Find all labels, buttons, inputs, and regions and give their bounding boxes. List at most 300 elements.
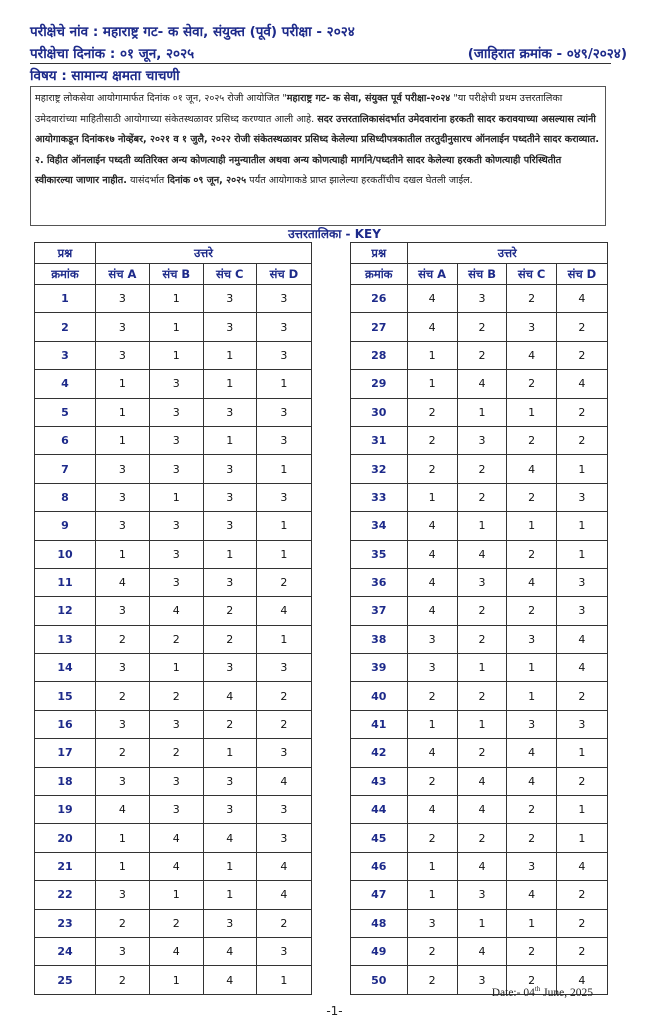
answer-key-title: उत्तरतालिका - KEY xyxy=(288,227,381,241)
answer-cell: 4 xyxy=(95,796,149,824)
answer-cell: 1 xyxy=(556,455,607,483)
answer-cell: 2 xyxy=(407,824,457,852)
answer-cell: 3 xyxy=(256,483,311,511)
answer-cell: 3 xyxy=(507,852,556,880)
notice-paragraph-2 xyxy=(35,151,601,192)
answer-key-table-left xyxy=(34,242,312,995)
answer-cell: 4 xyxy=(149,824,203,852)
answer-cell: 1 xyxy=(95,852,149,880)
answer-cell: 1 xyxy=(507,909,556,937)
answer-cell: 3 xyxy=(256,654,311,682)
answer-cell: 3 xyxy=(95,937,149,965)
answer-cell: 2 xyxy=(407,767,457,795)
answer-row xyxy=(35,654,312,682)
answer-cell: 2 xyxy=(407,937,457,965)
question-number: 34 xyxy=(351,512,408,540)
answer-cell: 4 xyxy=(507,341,556,369)
question-number: 38 xyxy=(351,625,408,653)
answer-cell: 1 xyxy=(407,881,457,909)
notice-text: पर्यंत आयोगाकडे प्राप्त झालेल्या हरकतींचीच दखल घेतली जाईल. xyxy=(246,175,473,186)
answer-cell: 3 xyxy=(556,483,607,511)
answer-cell: 4 xyxy=(407,796,457,824)
set-header: संच B xyxy=(457,264,507,285)
answer-cell: 1 xyxy=(256,625,311,653)
question-number: 32 xyxy=(351,455,408,483)
question-number: 22 xyxy=(35,881,96,909)
answer-cell: 3 xyxy=(149,455,203,483)
answer-cell: 1 xyxy=(556,824,607,852)
answer-cell: 3 xyxy=(203,285,256,313)
answer-cell: 3 xyxy=(149,512,203,540)
answer-cell: 1 xyxy=(149,654,203,682)
answer-cell: 1 xyxy=(407,483,457,511)
answer-cell: 4 xyxy=(149,852,203,880)
answer-cell: 1 xyxy=(149,341,203,369)
answer-cell: 1 xyxy=(407,710,457,738)
answer-cell: 2 xyxy=(507,824,556,852)
answer-row xyxy=(35,455,312,483)
question-number-header: क्रमांक xyxy=(351,264,408,285)
answer-cell: 2 xyxy=(507,966,556,994)
answer-cell: 1 xyxy=(95,426,149,454)
answer-cell: 1 xyxy=(149,483,203,511)
answer-cell: 3 xyxy=(256,937,311,965)
answer-row xyxy=(351,625,608,653)
question-number: 9 xyxy=(35,512,96,540)
answer-cell: 4 xyxy=(507,881,556,909)
page-number: -1- xyxy=(326,1004,343,1018)
answer-row xyxy=(35,625,312,653)
answer-row xyxy=(35,313,312,341)
answer-cell: 1 xyxy=(149,881,203,909)
answer-cell: 3 xyxy=(407,909,457,937)
answer-cell: 1 xyxy=(556,796,607,824)
date-text: June, 2025 xyxy=(540,986,593,999)
answer-cell: 2 xyxy=(95,625,149,653)
set-header: संच A xyxy=(407,264,457,285)
answer-cell: 4 xyxy=(256,597,311,625)
answer-row xyxy=(35,540,312,568)
answer-cell: 2 xyxy=(556,313,607,341)
answer-cell: 1 xyxy=(256,455,311,483)
answer-row xyxy=(351,483,608,511)
question-number: 42 xyxy=(351,739,408,767)
question-number: 1 xyxy=(35,285,96,313)
answer-cell: 4 xyxy=(407,285,457,313)
answer-cell: 1 xyxy=(95,824,149,852)
answer-cell: 2 xyxy=(407,966,457,994)
answer-cell: 1 xyxy=(457,654,507,682)
answer-cell: 2 xyxy=(407,455,457,483)
answer-row xyxy=(35,710,312,738)
answer-cell: 4 xyxy=(203,966,256,994)
subject-line: विषय : सामान्य क्षमता चाचणी xyxy=(30,68,180,84)
answer-cell: 2 xyxy=(507,426,556,454)
answer-cell: 2 xyxy=(507,370,556,398)
answer-cell: 2 xyxy=(507,796,556,824)
question-header: प्रश्न xyxy=(35,243,96,264)
question-number: 29 xyxy=(351,370,408,398)
notice-text: यासंदर्भात xyxy=(126,175,168,186)
answer-cell: 1 xyxy=(507,512,556,540)
answer-cell: 3 xyxy=(149,767,203,795)
answer-cell: 4 xyxy=(256,881,311,909)
answer-cell: 2 xyxy=(556,341,607,369)
answer-cell: 2 xyxy=(95,909,149,937)
answer-cell: 2 xyxy=(457,455,507,483)
answer-cell: 1 xyxy=(203,540,256,568)
answer-cell: 4 xyxy=(556,370,607,398)
answer-cell: 1 xyxy=(256,540,311,568)
question-number: 30 xyxy=(351,398,408,426)
answer-cell: 4 xyxy=(256,767,311,795)
answer-cell: 2 xyxy=(507,937,556,965)
notice-text: महाराष्ट्र लोकसेवा आयोगामार्फत दिनांक ०१ जून, २०२५ रोजी आयोजित " xyxy=(35,93,287,104)
question-number: 47 xyxy=(351,881,408,909)
exam-date: परीक्षेचा दिनांक : ०१ जून, २०२५ xyxy=(30,46,195,62)
answer-cell: 2 xyxy=(149,625,203,653)
answer-row xyxy=(351,654,608,682)
answer-cell: 4 xyxy=(556,625,607,653)
answer-cell: 3 xyxy=(203,512,256,540)
answer-cell: 4 xyxy=(256,852,311,880)
answer-cell: 2 xyxy=(556,881,607,909)
question-number: 17 xyxy=(35,739,96,767)
issue-date xyxy=(492,985,593,999)
answer-cell: 3 xyxy=(203,313,256,341)
question-number: 19 xyxy=(35,796,96,824)
answer-cell: 3 xyxy=(149,370,203,398)
answer-cell: 2 xyxy=(149,739,203,767)
header-divider xyxy=(30,63,611,64)
answer-cell: 3 xyxy=(203,455,256,483)
answer-cell: 4 xyxy=(203,824,256,852)
question-number-header: क्रमांक xyxy=(35,264,96,285)
answer-cell: 2 xyxy=(407,682,457,710)
question-number: 39 xyxy=(351,654,408,682)
question-number: 48 xyxy=(351,909,408,937)
answer-cell: 1 xyxy=(457,909,507,937)
answer-cell: 2 xyxy=(256,568,311,596)
answer-cell: 1 xyxy=(203,852,256,880)
answer-cell: 3 xyxy=(203,483,256,511)
answer-row xyxy=(351,597,608,625)
answer-cell: 2 xyxy=(556,937,607,965)
answer-cell: 1 xyxy=(507,654,556,682)
answer-cell: 3 xyxy=(149,710,203,738)
notice-deadline: दिनांक ०९ जून, २०२५ xyxy=(167,175,247,186)
answers-header: उत्तरे xyxy=(407,243,607,264)
answer-cell: 3 xyxy=(457,568,507,596)
answer-cell: 3 xyxy=(95,512,149,540)
answer-cell: 3 xyxy=(457,285,507,313)
answer-cell: 3 xyxy=(203,909,256,937)
answer-cell: 4 xyxy=(457,937,507,965)
exam-name: परीक्षेचे नांव : महाराष्ट्र गट- क सेवा, संयुक्त (पूर्व) परीक्षा - २०२४ xyxy=(30,24,355,40)
answer-cell: 3 xyxy=(256,824,311,852)
answer-cell: 2 xyxy=(507,597,556,625)
answer-cell: 3 xyxy=(95,597,149,625)
answer-cell: 3 xyxy=(203,796,256,824)
answer-cell: 4 xyxy=(556,852,607,880)
answer-cell: 4 xyxy=(95,568,149,596)
answer-row xyxy=(35,909,312,937)
date-text: Date:- 04 xyxy=(491,986,535,999)
answer-row xyxy=(35,568,312,596)
question-number: 11 xyxy=(35,568,96,596)
answer-cell: 2 xyxy=(457,625,507,653)
answer-cell: 1 xyxy=(203,341,256,369)
answer-cell: 1 xyxy=(407,341,457,369)
answer-row xyxy=(351,767,608,795)
answer-cell: 3 xyxy=(256,285,311,313)
answer-cell: 3 xyxy=(95,483,149,511)
answer-cell: 3 xyxy=(203,568,256,596)
set-header: संच A xyxy=(95,264,149,285)
answer-cell: 2 xyxy=(457,682,507,710)
answer-cell: 2 xyxy=(256,710,311,738)
answer-row xyxy=(35,512,312,540)
question-number: 20 xyxy=(35,824,96,852)
set-header: संच D xyxy=(556,264,607,285)
answer-cell: 4 xyxy=(457,370,507,398)
answer-row xyxy=(351,739,608,767)
answer-row xyxy=(351,512,608,540)
answer-cell: 1 xyxy=(407,370,457,398)
question-number: 46 xyxy=(351,852,408,880)
answer-cell: 2 xyxy=(556,909,607,937)
question-number: 26 xyxy=(351,285,408,313)
answer-cell: 2 xyxy=(203,597,256,625)
answer-cell: 3 xyxy=(95,455,149,483)
answer-cell: 2 xyxy=(556,398,607,426)
answer-cell: 1 xyxy=(256,370,311,398)
answer-cell: 2 xyxy=(457,739,507,767)
set-header: संच B xyxy=(149,264,203,285)
answer-cell: 3 xyxy=(95,285,149,313)
answer-row xyxy=(35,796,312,824)
answer-row xyxy=(35,682,312,710)
answer-cell: 2 xyxy=(457,483,507,511)
answer-cell: 1 xyxy=(203,739,256,767)
answer-cell: 4 xyxy=(407,568,457,596)
answer-row xyxy=(351,909,608,937)
answer-cell: 2 xyxy=(556,426,607,454)
answer-cell: 4 xyxy=(407,739,457,767)
answer-row xyxy=(35,483,312,511)
question-number: 7 xyxy=(35,455,96,483)
answer-cell: 4 xyxy=(149,597,203,625)
answer-row xyxy=(35,881,312,909)
question-number: 41 xyxy=(351,710,408,738)
answer-cell: 2 xyxy=(256,682,311,710)
answer-cell: 2 xyxy=(457,313,507,341)
answer-row xyxy=(351,341,608,369)
question-number: 14 xyxy=(35,654,96,682)
answer-cell: 3 xyxy=(95,654,149,682)
answer-row xyxy=(351,824,608,852)
answer-row xyxy=(351,852,608,880)
answer-cell: 4 xyxy=(457,796,507,824)
answer-cell: 4 xyxy=(149,937,203,965)
answer-cell: 3 xyxy=(149,796,203,824)
question-number: 36 xyxy=(351,568,408,596)
question-number: 49 xyxy=(351,937,408,965)
answer-cell: 4 xyxy=(457,852,507,880)
answer-cell: 3 xyxy=(95,767,149,795)
answer-cell: 3 xyxy=(203,767,256,795)
answer-cell: 3 xyxy=(457,966,507,994)
answer-row xyxy=(35,398,312,426)
answer-cell: 2 xyxy=(203,710,256,738)
answer-cell: 4 xyxy=(556,654,607,682)
question-number: 3 xyxy=(35,341,96,369)
answer-cell: 4 xyxy=(556,285,607,313)
answer-cell: 3 xyxy=(95,881,149,909)
answer-cell: 1 xyxy=(507,398,556,426)
answer-row xyxy=(351,796,608,824)
answer-cell: 1 xyxy=(256,512,311,540)
answer-cell: 1 xyxy=(203,370,256,398)
answer-cell: 1 xyxy=(457,710,507,738)
answer-cell: 3 xyxy=(95,710,149,738)
answer-cell: 2 xyxy=(457,824,507,852)
answer-row xyxy=(35,341,312,369)
question-number: 44 xyxy=(351,796,408,824)
question-number: 25 xyxy=(35,966,96,994)
answer-cell: 1 xyxy=(556,540,607,568)
answer-cell: 2 xyxy=(407,426,457,454)
answer-cell: 1 xyxy=(457,512,507,540)
answer-cell: 2 xyxy=(95,682,149,710)
answer-row xyxy=(351,398,608,426)
answer-cell: 3 xyxy=(556,710,607,738)
answer-row xyxy=(351,540,608,568)
set-header: संच D xyxy=(256,264,311,285)
answer-row xyxy=(35,739,312,767)
answer-row xyxy=(351,285,608,313)
answer-cell: 4 xyxy=(407,313,457,341)
answer-row xyxy=(35,426,312,454)
answer-row xyxy=(35,370,312,398)
answer-cell: 4 xyxy=(507,568,556,596)
notice-paragraph-1 xyxy=(35,89,601,151)
answer-cell: 4 xyxy=(407,540,457,568)
notice-online-only: २. विहीत ऑनलाईन पध्दती व्यतिरिक्त अन्य कोणत्याही नमुन्यातील अथवा अन्य कोणत्याही मार्गाने/पध्दतीने सादर केलेल्या हरकती कोणत्याही परिस्थितीत स्वीकारल्या जाणार नाहीत. xyxy=(35,154,562,186)
answer-row xyxy=(35,824,312,852)
set-header: संच C xyxy=(203,264,256,285)
question-number: 18 xyxy=(35,767,96,795)
notice-box xyxy=(30,86,606,226)
answer-cell: 1 xyxy=(149,313,203,341)
question-number: 33 xyxy=(351,483,408,511)
question-number: 35 xyxy=(351,540,408,568)
answer-cell: 1 xyxy=(149,285,203,313)
answer-cell: 2 xyxy=(457,341,507,369)
question-number: 23 xyxy=(35,909,96,937)
answer-row xyxy=(35,597,312,625)
answer-cell: 4 xyxy=(203,682,256,710)
question-number: 2 xyxy=(35,313,96,341)
answer-cell: 2 xyxy=(149,909,203,937)
answer-cell: 3 xyxy=(149,568,203,596)
answer-row xyxy=(351,313,608,341)
answer-cell: 2 xyxy=(457,597,507,625)
notice-objection-rule: सदर उत्तरतालिकासंदर्भात उमेदवारांना हरकती सादर करावयाच्या असल्यास त्यांनी आयोगाकडून दिनांक१७ नोव्हेंबर, २०२१ व १ जुलै, २०२२ रोजी संकेतस्थळावर प्रसिध्द केलेल्या प्रसिध्दीपत्रकातील तरतुदीनुसारच ऑनलाईन पध्दतीने सादर कराव्यात. xyxy=(35,113,599,145)
answer-cell: 3 xyxy=(407,625,457,653)
question-number: 21 xyxy=(35,852,96,880)
notice-text: "या परीक्षेची प्रथम उत्तरतालिका उमेदवारांच्या माहितीसाठी आयोगाच्या संकेतस्थळावर प्रसिध्द करण्यात आली आहे. xyxy=(35,93,563,125)
question-number: 6 xyxy=(35,426,96,454)
answer-cell: 3 xyxy=(149,540,203,568)
answer-cell: 3 xyxy=(507,625,556,653)
answer-row xyxy=(351,881,608,909)
answer-cell: 2 xyxy=(407,398,457,426)
answer-cell: 2 xyxy=(203,625,256,653)
set-header: संच C xyxy=(507,264,556,285)
answer-row xyxy=(351,937,608,965)
answer-cell: 3 xyxy=(256,426,311,454)
answer-cell: 2 xyxy=(95,739,149,767)
answer-cell: 2 xyxy=(556,682,607,710)
answer-cell: 3 xyxy=(95,313,149,341)
question-number: 15 xyxy=(35,682,96,710)
answer-cell: 2 xyxy=(256,909,311,937)
question-number: 13 xyxy=(35,625,96,653)
answer-cell: 3 xyxy=(457,426,507,454)
answer-row xyxy=(35,966,312,994)
answer-cell: 1 xyxy=(556,512,607,540)
answer-cell: 2 xyxy=(507,483,556,511)
answer-cell: 3 xyxy=(95,341,149,369)
answer-cell: 3 xyxy=(149,426,203,454)
question-number: 50 xyxy=(351,966,408,994)
question-number: 5 xyxy=(35,398,96,426)
answer-row xyxy=(35,767,312,795)
answer-row xyxy=(35,285,312,313)
answer-row xyxy=(351,426,608,454)
answer-cell: 3 xyxy=(256,398,311,426)
answer-row xyxy=(351,370,608,398)
question-number: 27 xyxy=(351,313,408,341)
answer-cell: 4 xyxy=(203,937,256,965)
answer-cell: 3 xyxy=(256,796,311,824)
answer-cell: 3 xyxy=(256,341,311,369)
answer-cell: 2 xyxy=(507,285,556,313)
answer-cell: 1 xyxy=(256,966,311,994)
answer-cell: 3 xyxy=(556,568,607,596)
answer-cell: 3 xyxy=(457,881,507,909)
answer-cell: 3 xyxy=(256,313,311,341)
answer-cell: 4 xyxy=(507,739,556,767)
question-number: 16 xyxy=(35,710,96,738)
question-number: 10 xyxy=(35,540,96,568)
answers-header: उत्तरे xyxy=(95,243,311,264)
answer-cell: 3 xyxy=(407,654,457,682)
answer-cell: 3 xyxy=(203,654,256,682)
question-number: 4 xyxy=(35,370,96,398)
advertisement-number: (जाहिरात क्रमांक - ०४९/२०२४) xyxy=(467,46,627,62)
answer-row xyxy=(35,852,312,880)
answer-cell: 4 xyxy=(457,767,507,795)
answer-cell: 4 xyxy=(507,767,556,795)
question-number: 43 xyxy=(351,767,408,795)
answer-cell: 4 xyxy=(556,966,607,994)
answer-cell: 2 xyxy=(95,966,149,994)
question-number: 40 xyxy=(351,682,408,710)
answer-cell: 3 xyxy=(556,597,607,625)
answer-cell: 2 xyxy=(149,682,203,710)
